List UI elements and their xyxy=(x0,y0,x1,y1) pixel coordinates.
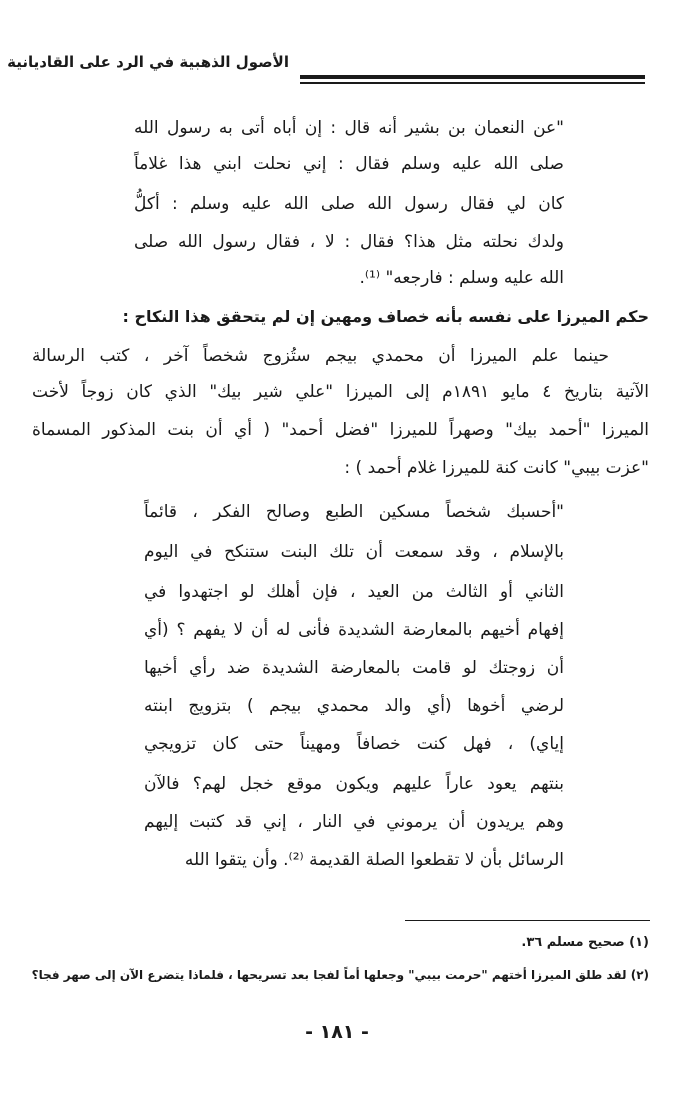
footnote-item: (٢) لقد طلق الميرزا أختهم "حرمت بيبي" وجعلها أماً لفجا بعد تسريحها ، فلماذا يتضرع الآن إلى صهر فجا؟ xyxy=(31,968,649,982)
quote-two-line: إفهام أخيهم بالمعارضة الشديدة فأنى له أن لا يفهم ؟ (أي xyxy=(144,620,564,640)
header-rule-thick xyxy=(300,75,645,79)
quote-two-line: الثاني أو الثالث من العيد ، فإن أهلك لو اجتهدوا في xyxy=(144,582,564,602)
quote-two-line: بالإسلام ، وقد سمعت أن تلك البنت ستنكح في اليوم xyxy=(144,542,564,562)
quote-one-line: الله عليه وسلم : فارجعه" ⁽¹⁾. xyxy=(359,268,564,288)
running-header-title: الأصول الذهبية في الرد على القاديانية xyxy=(7,53,289,71)
section-heading: حكم الميرزا على نفسه بأنه خصاف ومهين إن لم يتحقق هذا النكاح : xyxy=(122,307,649,326)
quote-two-line: وهم يريدون أن يرموني في النار ، إني قد كتبت إليهم xyxy=(144,812,564,832)
body-line: الميرزا "أحمد بيك" وصهراً للميرزا "فضل أحمد" ( أي أن بنت المذكور المسماة xyxy=(32,420,649,440)
quote-two-line: أن زوجتك لو قامت بالمعارضة الشديدة ضد رأي أخيها xyxy=(144,658,564,678)
page-number: - ١٨١ - xyxy=(305,1021,369,1043)
body-line: "عزت بيبي" كانت كنة للميرزا غلام أحمد ) : xyxy=(344,458,649,478)
header-rule-thin xyxy=(300,82,645,84)
footnote-item: (١) صحيح مسلم ٣٦. xyxy=(521,935,649,950)
quote-two-line: الرسائل بأن لا تقطعوا الصلة القديمة ⁽²⁾. وأن يتقوا الله xyxy=(184,850,564,870)
body-line: الآتية بتاريخ ٤ مايو ١٨٩١م إلى الميرزا "علي شير بيك" الذي كان زوجاً لأخت xyxy=(32,382,649,402)
footnote-separator xyxy=(405,920,650,921)
quote-one-line: صلى الله عليه وسلم فقال : إني نحلت ابني هذا غلاماً xyxy=(134,154,564,174)
quote-one-line: ولدك نحلته مثل هذا؟ فقال : لا ، فقال رسول الله صلى xyxy=(134,232,564,252)
quote-two-line: لرضي أخوها (أي والد محمدي بيجم ) بتزويج ابنته xyxy=(144,696,564,716)
quote-one-line: "عن النعمان بن بشير أنه قال : إن أباه أتى به رسول الله xyxy=(134,118,564,138)
quote-two-line: إياي) ، فهل كنت خصافاً ومهيناً حتى كان تزويجي xyxy=(144,734,564,754)
quote-two-line: بنتهم يعود عاراً عليهم ويكون موقع خجل لهم؟ فالآن xyxy=(144,774,564,794)
quote-two-line: "أحسبك شخصاً مسكين الطبع وصالح الفكر ، قائماً xyxy=(144,502,564,522)
quote-one-line: كان لي فقال رسول الله صلى الله عليه وسلم : أكلُّ xyxy=(134,194,564,214)
body-line: حينما علم الميرزا أن محمدي بيجم ستُزوج شخصاً آخر ، كتب الرسالة xyxy=(32,346,609,366)
